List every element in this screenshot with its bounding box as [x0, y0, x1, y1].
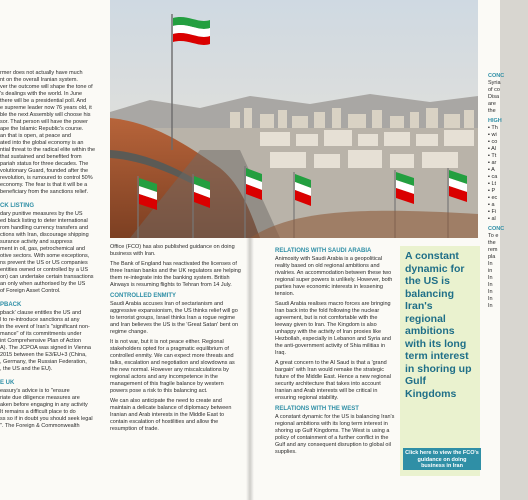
left-col-para1-line: otive sectors. With some exceptions,	[0, 253, 90, 259]
edge-bullet: ▪ Al	[488, 146, 497, 152]
edge-bullet: ▪ ca	[488, 174, 498, 180]
west-paragraph: A constant dynamic for the US is balancing Iran's regional ambitions with its long term interest in shoring up Gulf Kingdoms. The West is using a policy of containment of a further conflict in the Gulf and any consequent disruption to global oil supplies.	[275, 414, 395, 455]
left-article-column	[0, 70, 104, 500]
left-col-lines-line: economy. The fear is that it will be a	[0, 182, 88, 188]
edge-line: Disa	[488, 94, 500, 100]
balance-paragraph: We can also anticipate the need to create and maintain a delicate balance of diplomacy between Iranian and Arab interests in the Middle East to contain escalation of hostilities and allow the resumption of trade.	[110, 398, 232, 432]
heading-relations-saudi: RELATIONS WITH SAUDI ARABIA	[275, 248, 372, 254]
left-col-para3-line: aken before engaging in any activity	[0, 402, 88, 408]
edge-line: pla	[488, 254, 496, 260]
uk-text	[0, 388, 104, 433]
photo-illustration	[110, 0, 478, 238]
edge-line: To e	[488, 233, 499, 239]
edge-bullet: ▪ A	[488, 167, 495, 173]
left-col-lines-line: ver the outcome will shape the tone of	[0, 84, 93, 90]
tehran-flags-photo	[110, 0, 478, 238]
edge-bullet: ▪ Fi	[488, 209, 497, 215]
left-col-para2-line: int Comprehensive Plan of Action	[0, 338, 82, 344]
edge-bullet: ▪ ar	[488, 160, 497, 166]
left-col-lines-line: ble the next Assembly will choose his	[0, 112, 91, 118]
heading-relations-west: RELATIONS WITH THE WEST	[275, 406, 359, 412]
edge-bullet: ▪ Lt	[488, 181, 497, 187]
left-col-para3-line: riate due diligence measures are	[0, 395, 80, 401]
left-col-lines-line: ated into the global economy is an	[0, 140, 84, 146]
edge-line: of co	[488, 87, 500, 93]
edge-line: are	[488, 101, 496, 107]
edge-bullet: ▪ a	[488, 202, 495, 208]
left-col-lines-line: nt on the overall Iranian system.	[0, 77, 78, 83]
left-col-para1-line: entities owned or controlled by a US	[0, 267, 89, 273]
pull-quote-box	[400, 246, 480, 476]
left-col-lines-line: rmer does not actually have much	[0, 70, 83, 76]
macro-forces-paragraph: Saudi Arabia realises macro forces are bringing Iran back into the fold following the nuclear agreement, but is not comfortable with the leeway given to Iran. The Kingdom is also unhappy with the activity of Iran proxies like Hezbollah, especially in Lebanon and Syria and the anti-government activity of Shia militias in Iraq.	[275, 301, 391, 356]
not-war-paragraph: It is not war, but it is not peace either. Regional stakeholders opted for a pragmatic equilibrium of controlled enmity. We can expect more threats and talks, escalation and negotiation and slowdowns as the new normal. However any miscalculations by regional actors and any incompetence in the management of this fragile balance by western powers pose a risk to this balancing act.	[110, 339, 235, 394]
edge-line: In	[488, 261, 493, 267]
heading-controlled-enmity: CONTROLLED ENMITY	[110, 293, 176, 299]
left-col-lines-line: sor. That person will have the power	[0, 119, 88, 125]
left-col-lines-line: ntial threat to the radical elite within the	[0, 147, 96, 153]
edge-heading: CONC	[488, 226, 505, 232]
edge-bullet: ▪ al	[488, 216, 496, 222]
left-col-lines-line: pariah status for three decades. The	[0, 161, 89, 167]
edge-line: Syria	[488, 80, 501, 86]
left-col-lines-line: volutionary Guard, founded after the	[0, 168, 89, 174]
left-col-lines-line: an that is open, at peace and	[0, 133, 71, 139]
fco-guidance-link-button[interactable]: Click here to view the FCO's guidance on doing business in Iran	[403, 448, 481, 470]
pull-quote-text: A constant dynamic for the US is balancing Iran's regional ambitions with its long term interest in shoring up Gulf Kingdoms	[405, 250, 472, 400]
edge-line: In	[488, 275, 493, 281]
bank-paragraph: The Bank of England has reactivated the licenses of three Iranian banks and the UK regulators are helping them re-integrate into the banking system. British Airways is resuming flights to Tehran from 14 July.	[110, 261, 241, 288]
left-col-lines-line: e supreme leader now 76 years old, it	[0, 105, 92, 111]
saudi-accuses-paragraph: Saudi Arabia accuses Iran of sectarianism and aggressive expansionism, the US thinks relief will go to terrorist groups, Israel thinks Iran a rogue regime and Iran believes the US is the 'Great Satan' bent on regime change.	[110, 301, 239, 335]
edge-heading: CONC	[488, 73, 505, 79]
left-col-para2-line: in the event of Iran's "significant non-	[0, 324, 90, 330]
left-col-para1-line: ns prevent the US or US companies	[0, 260, 88, 266]
edge-line: In	[488, 282, 493, 288]
edge-bullet: ▪ ec	[488, 195, 498, 201]
left-col-para1-line: an only when authorised by the US	[0, 281, 86, 287]
left-col-para1-line: ed black listing to deter international	[0, 218, 88, 224]
left-col-para2-line: mance" of its commitments under	[0, 331, 82, 337]
grand-bargain-paragraph: A great concern to the Al Saud is that a 'grand bargain' with Iran would remake the strategic future of the Middle East. Hence a new regional security architecture that takes into account Iranian and Arab interests will be critical in ensuring regional stability.	[275, 360, 391, 401]
edge-line: In	[488, 296, 493, 302]
left-col-para1-line: dary punitive measures by the US	[0, 211, 83, 217]
left-col-para1-line: of Foreign Asset Control.	[0, 288, 61, 294]
left-col-lines-line: ape the Islamic Republic's course.	[0, 126, 84, 132]
edge-line: the	[488, 240, 496, 246]
left-col-para1-line: ment in oil, gas, petrochemical and	[0, 246, 85, 252]
left-col-para3-line: It remains a difficult place to do	[0, 409, 76, 415]
left-col-para2-line: A). The JCPOA was signed in Vienna	[0, 345, 91, 351]
edge-bullet: ▪ P	[488, 188, 496, 194]
left-col-lines-line: there will be a presidential poll. And	[0, 98, 87, 104]
left-col-para3-line: ". The Foreign & Commonwealth	[0, 423, 80, 429]
left-col-para1-line: rom handling currency transfers and	[0, 225, 89, 231]
left-col-para2-line: pback' clause entitles the US and	[0, 310, 82, 316]
snapback-text	[0, 310, 104, 376]
left-intro-text	[0, 70, 104, 199]
edge-heading: HIGH	[488, 118, 502, 124]
left-col-para1-line: on) can undertake certain transactions	[0, 274, 94, 280]
edge-bullet: ▪ Tt	[488, 153, 497, 159]
left-col-para2-line: , Germany, the Russian Federation,	[0, 359, 87, 365]
edge-bullet: ▪ co	[488, 139, 498, 145]
left-col-para1-line: surance activity and suppress	[0, 239, 73, 245]
animosity-paragraph: Animosity with Saudi Arabia is a geopolitical reality based on old regional ambitions and rivalries. An accommodation between these two regional super powers is unlikely. However, both parties have economic interests in lessening tension.	[275, 256, 393, 297]
edge-line: In	[488, 303, 493, 309]
right-article-column	[275, 244, 395, 500]
left-col-para1-line: ctions with Iran, discourage shipping	[0, 232, 89, 238]
middle-article-column	[110, 244, 242, 500]
edge-text	[488, 70, 528, 310]
left-col-lines-line: that sustained and benefited from	[0, 154, 82, 160]
edge-line: In	[488, 289, 493, 295]
fco-paragraph: Office (FCO) has also published guidance on doing business with Iran.	[110, 244, 235, 257]
heading-the-uk: E UK	[0, 380, 15, 386]
left-col-para2-line: , the US and the EU).	[0, 366, 53, 372]
heading-snapback: PBACK	[0, 302, 22, 308]
edge-bullet: ▪ Th	[488, 125, 498, 131]
black-listing-text	[0, 211, 104, 298]
edge-line: in	[488, 268, 493, 274]
edge-line: the	[488, 108, 496, 114]
left-col-para2-line: l to re-introduce sanctions at any	[0, 317, 80, 323]
next-column-edge	[486, 0, 505, 500]
edge-bullet: ▪ wi	[488, 132, 497, 138]
heading-black-listing: CK LISTING	[0, 203, 34, 209]
left-col-para3-line: easury's advice is to "ensure	[0, 388, 70, 394]
edge-line: rem	[488, 247, 498, 253]
left-col-para2-line: 2015 between the E3/EU+3 (China,	[0, 352, 87, 358]
left-col-para3-line: ss so if in doubt you should seek legal	[0, 416, 93, 422]
left-col-lines-line: 's dealings with the world. In June	[0, 91, 83, 97]
left-col-lines-line: revolution, is rumoured to control 50%	[0, 175, 93, 181]
left-col-lines-line: beneficiary from the sanctions relief.	[0, 189, 89, 195]
